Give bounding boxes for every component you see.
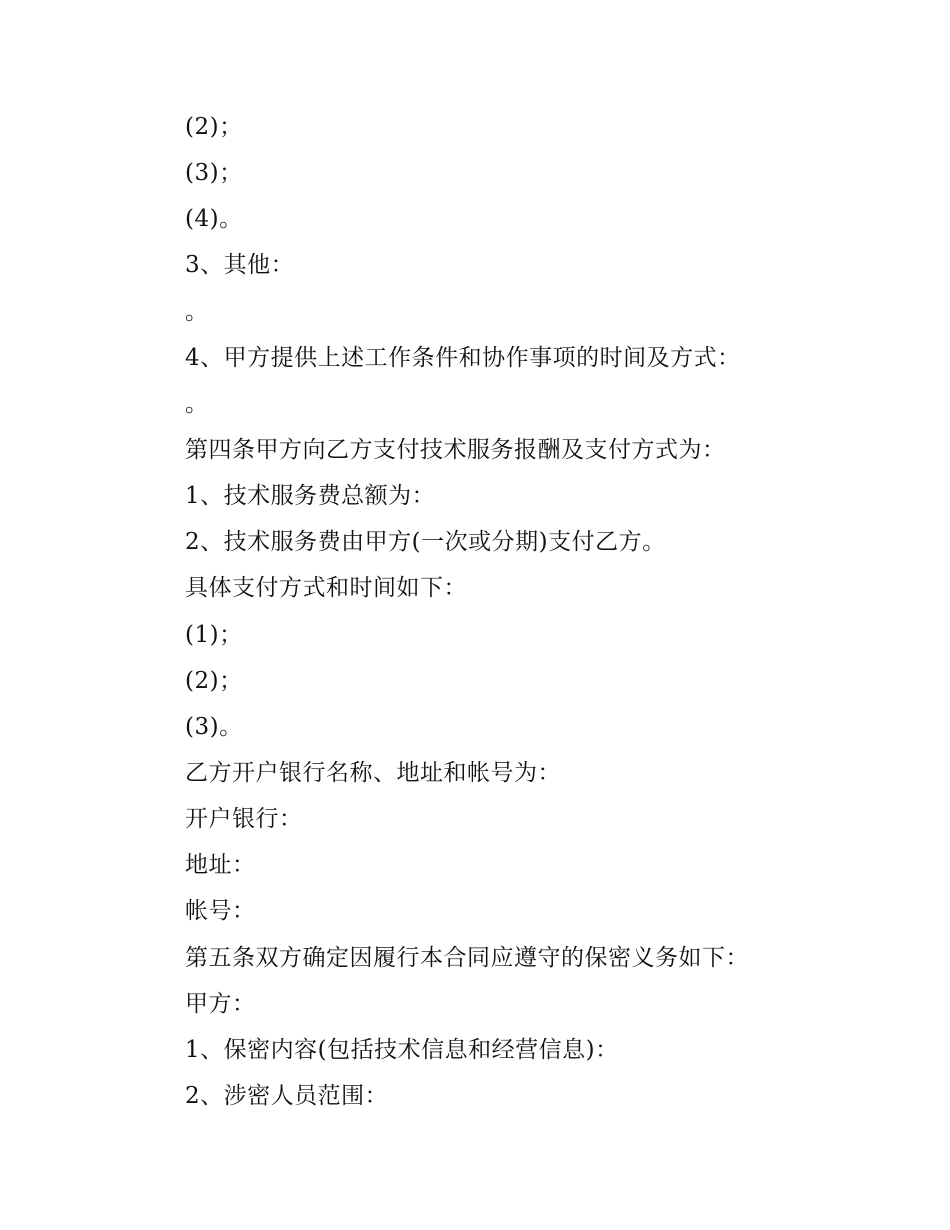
list-item-4: (4)。 — [185, 206, 243, 233]
blank-period-line: 。 — [185, 298, 209, 325]
list-item-3: (3)； — [185, 160, 243, 187]
bank-address-field: 地址： — [185, 852, 256, 879]
item-other: 3、其他： — [185, 252, 295, 279]
confidential-content-item: 1、保密内容(包括技术信息和经营信息)： — [185, 1036, 619, 1063]
item-total-fee: 1、技术服务费总额为： — [185, 483, 436, 510]
item-payment-terms: 2、技术服务费由甲方(一次或分期)支付乙方。 — [185, 529, 666, 556]
item-work-conditions-time: 4、甲方提供上述工作条件和协作事项的时间及方式： — [185, 344, 741, 371]
payment-item-3: (3)。 — [185, 713, 243, 740]
payment-method-intro: 具体支付方式和时间如下： — [185, 575, 467, 602]
document-body — [185, 108, 885, 1123]
confidential-personnel-item: 2、涉密人员范围： — [185, 1082, 389, 1109]
blank-period-line: 。 — [185, 390, 209, 417]
bank-name-field: 开户银行： — [185, 806, 303, 833]
article-4-heading: 第四条甲方向乙方支付技术服务报酬及支付方式为： — [185, 436, 726, 463]
bank-info-intro: 乙方开户银行名称、地址和帐号为： — [185, 759, 561, 786]
party-a-label: 甲方： — [185, 990, 256, 1017]
article-5-heading: 第五条双方确定因履行本合同应遵守的保密义务如下： — [185, 944, 749, 971]
list-item-2: (2)； — [185, 114, 243, 140]
bank-account-field: 帐号： — [185, 898, 256, 925]
payment-item-1: (1)； — [185, 621, 243, 648]
payment-item-2: (2)； — [185, 667, 243, 694]
